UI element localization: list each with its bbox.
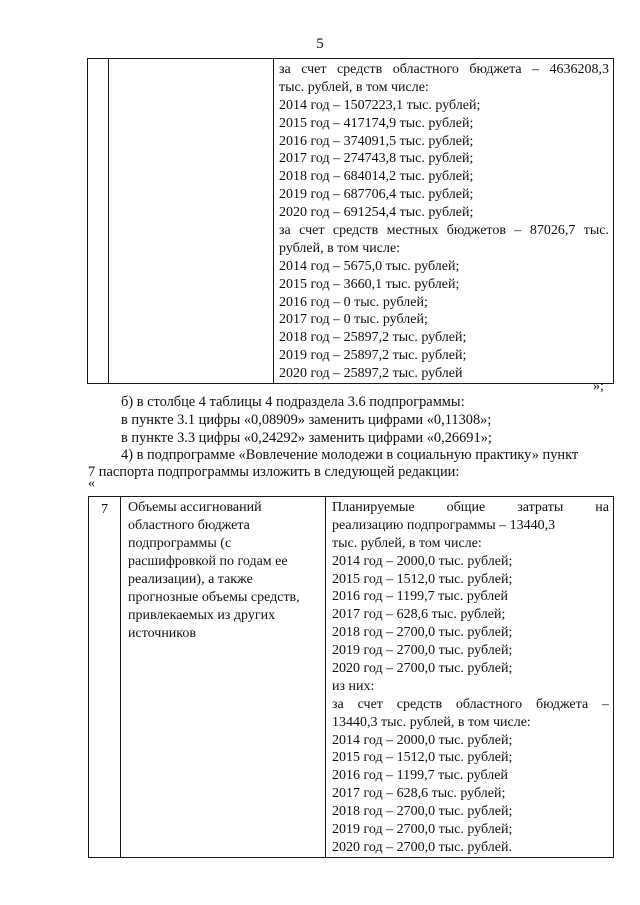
- funding-line: 13440,3 тыс. рублей, в том числе:: [332, 714, 531, 730]
- funding-line: 2018 год – 684014,2 тыс. рублей;: [279, 169, 474, 185]
- funding-lines: [279, 61, 609, 383]
- funding-line: 2020 год – 2700,0 тыс. рублей.: [332, 839, 512, 855]
- table-cell-number: [89, 497, 121, 858]
- funding-line: 2019 год – 687706,4 тыс. рублей;: [279, 187, 474, 203]
- funding-line: 2014 год – 2000,0 тыс. рублей;: [332, 553, 513, 569]
- funding-line: за счет средств местных бюджетов – 87026,7 тыс.: [279, 223, 609, 239]
- funding-line: за счет средств областного бюджета –: [332, 696, 609, 712]
- page-number: 5: [316, 36, 324, 52]
- table-cell-description: [121, 497, 326, 858]
- funding-line: 2016 год – 1199,7 тыс. рублей: [332, 589, 508, 605]
- funding-line: 2019 год – 25897,2 тыс. рублей;: [279, 348, 467, 364]
- funding-line: 2014 год – 1507223,1 тыс. рублей;: [279, 97, 481, 113]
- budget-table-continued: [87, 58, 614, 384]
- funding-line: 2020 год – 25897,2 тыс. рублей: [279, 366, 463, 382]
- paragraph-item-3-3: в пункте 3.3 цифры «0,24292» заменить цифрами «0,26691»;: [121, 430, 492, 446]
- funding-line: 2017 год – 628,6 тыс. рублей;: [332, 607, 506, 623]
- row-description: Объемы ассигнований областного бюджета подпрограммы (с расшифровкой по годам ее реализации), а также прогнозные объемы средств, привлекаемых из других источников: [128, 500, 300, 641]
- funding-line: тыс. рублей, в том числе:: [279, 79, 429, 95]
- funding-line: тыс. рублей, в том числе:: [332, 535, 482, 551]
- table-cell-funding: [326, 497, 614, 858]
- funding-line: 2018 год – 2700,0 тыс. рублей;: [332, 804, 513, 820]
- table-cell-number: [88, 59, 109, 384]
- funding-line: 2020 год – 691254,4 тыс. рублей;: [279, 205, 474, 221]
- funding-line: Планируемые общие затраты на: [332, 500, 609, 515]
- funding-line: 2014 год – 5675,0 тыс. рублей;: [279, 258, 460, 274]
- funding-line: 2015 год – 3660,1 тыс. рублей;: [279, 276, 460, 292]
- funding-line: из них:: [332, 678, 375, 694]
- funding-line: 2017 год – 274743,8 тыс. рублей;: [279, 151, 474, 167]
- funding-line: реализацию подпрограммы – 13440,3: [332, 517, 556, 533]
- table-cell-funding: [274, 59, 614, 384]
- funding-lines: [332, 499, 609, 857]
- paragraph-b: б) в столбце 4 таблицы 4 подраздела 3.6 подпрограммы:: [121, 394, 465, 410]
- funding-line: 2020 год – 2700,0 тыс. рублей;: [332, 661, 513, 677]
- table-cell-title: [109, 59, 274, 384]
- funding-line: 2019 год – 2700,0 тыс. рублей;: [332, 643, 513, 659]
- funding-line: 2017 год – 628,6 тыс. рублей;: [332, 786, 506, 802]
- funding-line: 2015 год – 1512,0 тыс. рублей;: [332, 750, 513, 766]
- subprogram-passport-table: [88, 496, 614, 858]
- funding-line: 2015 год – 1512,0 тыс. рублей;: [332, 571, 513, 587]
- paragraph-4: 4) в подпрограмме «Вовлечение молодежи в социальную практику» пункт: [121, 447, 579, 463]
- paragraph-item-3-1: в пункте 3.1 цифры «0,08909» заменить цифрами «0,11308»;: [121, 412, 492, 428]
- funding-line: 2016 год – 0 тыс. рублей;: [279, 294, 428, 310]
- funding-line: 2017 год – 0 тыс. рублей;: [279, 312, 428, 328]
- funding-line: 2019 год – 2700,0 тыс. рублей;: [332, 822, 513, 838]
- opening-quote: «: [88, 476, 95, 491]
- funding-line: 2018 год – 25897,2 тыс. рублей;: [279, 330, 467, 346]
- funding-line: 2016 год – 374091,5 тыс. рублей;: [279, 133, 474, 149]
- paragraph-4-cont: 7 паспорта подпрограммы изложить в следующей редакции:: [88, 464, 460, 480]
- closing-quote: »;: [593, 379, 604, 394]
- funding-line: 2018 год – 2700,0 тыс. рублей;: [332, 625, 513, 641]
- funding-line: рублей, в том числе:: [279, 240, 401, 256]
- row-number: 7: [101, 502, 108, 517]
- funding-line: 2016 год – 1199,7 тыс. рублей: [332, 768, 508, 784]
- funding-line: 2014 год – 2000,0 тыс. рублей;: [332, 732, 513, 748]
- funding-line: 2015 год – 417174,9 тыс. рублей;: [279, 115, 474, 131]
- funding-line: за счет средств областного бюджета – 4636208,3: [279, 62, 609, 77]
